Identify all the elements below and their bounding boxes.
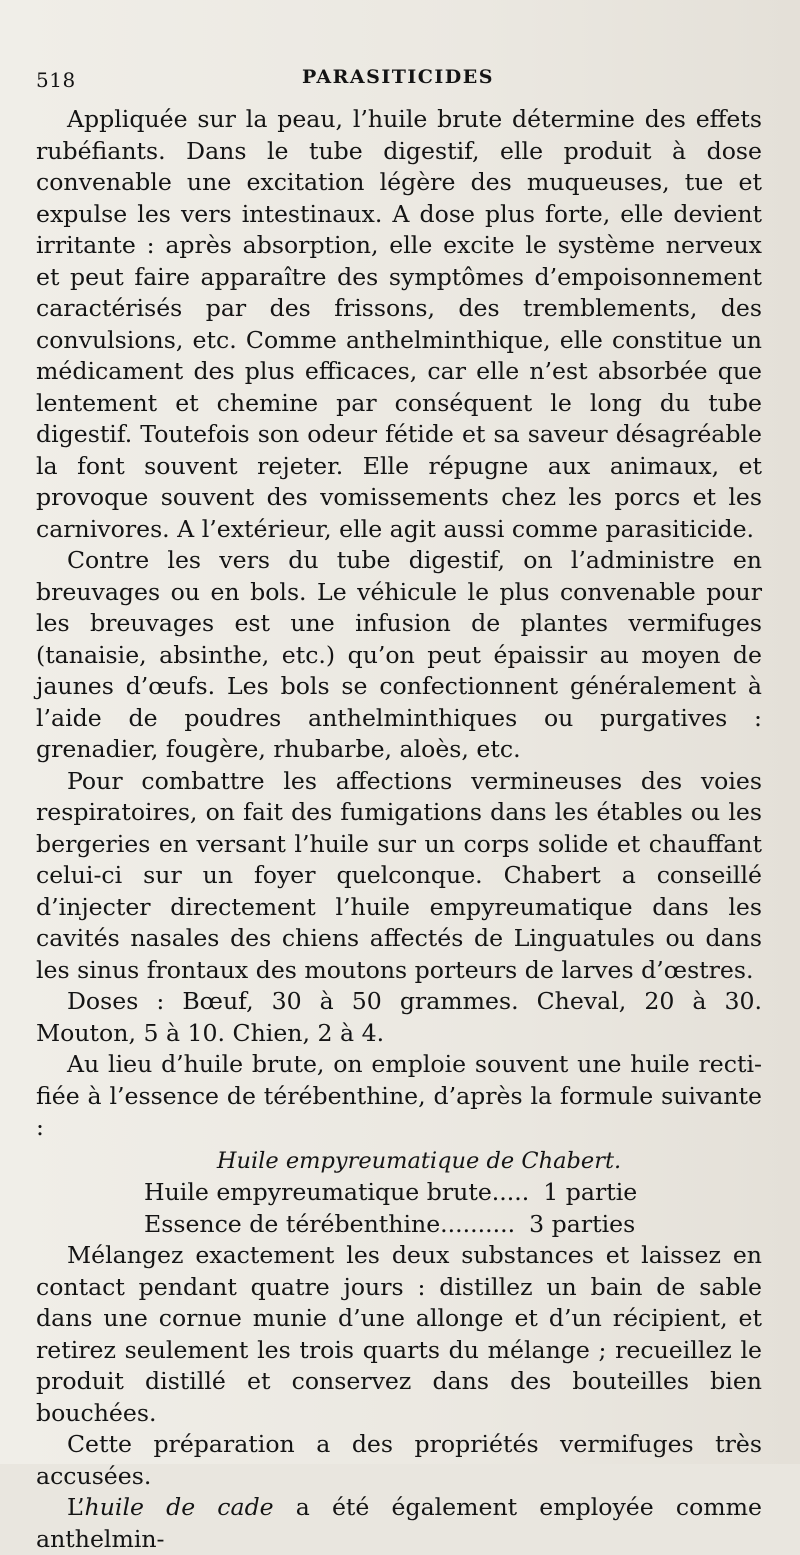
formula-ingredient: Huile empyreumatique brute.....: [144, 1178, 530, 1206]
formula-quantity: 1 partie: [543, 1178, 638, 1206]
formula-ingredient: Essence de térébenthine..........: [144, 1209, 516, 1238]
paragraph-doses: Doses : Bœuf, 30 à 50 grammes. Cheval, 20 à 30. Mouton, 5 à 10. Chien, 2 à 4.: [36, 987, 762, 1047]
huile-de-cade-text: a été également employée comme anthelmin-: [36, 1493, 762, 1553]
paragraph-properties: Cette préparation a des propriétés vermifuges très accusées.: [36, 1430, 762, 1490]
formula-title: Huile empyreumatique de Chabert.: [216, 1147, 622, 1174]
formula-row: [144, 1209, 704, 1241]
paragraph-effects: Appliquée sur la peau, l’huile brute détermine des effets rubéfiants. Dans le tube digestif, elle produit à dose convenable une excitation légère des muqueuses, tue et expulse les vers intestinaux. A dose plus forte, elle devient irritante : après absorption, elle excite le système nerveux et peut faire apparaître des symptômes d’empoisonnement caractérisés par des frissons, des tremblements, des convulsions, etc. Comme anthelminthique, elle constitue un médicament des plus efficaces, car elle n’est absorbée que lentement et chemine par conséquent le long du tube digestif. Toutefois son odeur fétide et sa saveur désagréable la font souvent rejeter. Elle répugne aux animaux, et provoque souvent des vomissements chez les porcs et les carnivores. A l’extérieur, elle agit aussi comme parasiticide.: [36, 105, 762, 543]
paragraph-respiratory: Pour combattre les affections vermineuses des voies respiratoires, on fait des fumigations dans les étables ou les bergeries en versant l’huile sur un corps solide et chauffant celui-ci sur un foyer quelconque. Chabert a conseillé d’injecter directement l’huile empyreumatique dans les cavités nasales des chiens affectés de Linguatules ou dans les sinus frontaux des moutons porteurs de larves d’œstres.: [36, 766, 762, 984]
paragraph-preparation: Mélangez exactement les deux substances et laissez en contact pendant quatre jours : distillez un bain de sable dans une cornue munie d’une allonge et d’un récipient, et retirez seulement les trois quarts du mélange ; recueillez le produit distillé et conservez dans des bouteilles bien bouchées.: [36, 1241, 762, 1427]
paragraph-administration: Contre les vers du tube digestif, on l’administre en breuvages ou en bols. Le véhicule le plus convenable pour les breuvages est une infusion de plantes vermifuges (tanaisie, absinthe, etc.) qu’on peut épaissir au moyen de jaunes d’œufs. Les bols se confectionnent généralement à l’aide de poudres anthelminthiques ou purgatives : grenadier, fougère, rhubarbe, aloès, etc.: [36, 546, 762, 763]
huile-de-cade-prefix: L’: [67, 1493, 85, 1521]
formula: [36, 1177, 762, 1240]
body-text: [36, 104, 762, 1555]
page-number: 518: [36, 68, 76, 92]
paragraph-rectified-oil: Au lieu d’huile brute, on emploie souvent une huile rectifiée à l’essence de térébenthine, d’après la formule suivante :: [36, 1050, 762, 1141]
page-header: [36, 64, 760, 98]
paragraph-huile-de-cade: [36, 1492, 762, 1555]
huile-de-cade-term: huile de cade: [84, 1493, 274, 1521]
formula-row: [144, 1177, 704, 1209]
formula-quantity: 3 parties: [529, 1209, 636, 1238]
running-title: PARASITICIDES: [301, 66, 494, 88]
